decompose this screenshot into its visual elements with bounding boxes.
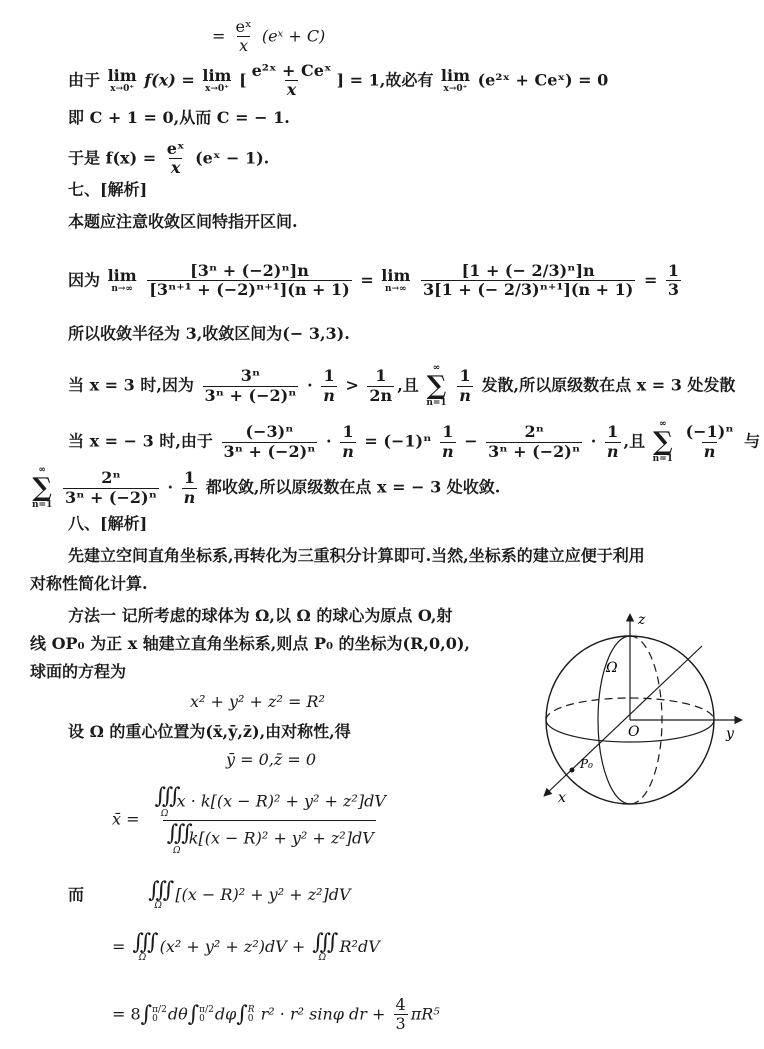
line-10: ∞ ∑ n=1 $\frac{\text{2ⁿ}}{\text{3ⁿ + (−2)ⁿ}}$ · $\frac{1}{n}$ 都收敛,所以原级数在点 x = − 3 处收敛. <box>32 465 501 510</box>
x-axis <box>544 646 702 796</box>
sphere-figure <box>510 610 750 810</box>
x-label: x <box>558 790 566 806</box>
line-15: 球面的方程为 <box>30 662 127 681</box>
line-6: 因为 lim n→∞ $\frac{\text{[3ⁿ + (−2)ⁿ]n}}{\text{[3ⁿ⁺¹ + (−2)ⁿ⁺¹](n + 1)}}$ = lim n→∞ $\frac{\text{[1 + (− 2/3)ⁿ]n}}{\text{3[1 + (− 2/3)ⁿ⁺¹](n + 1)}}$ = $\frac{1}{3}$ <box>68 261 680 300</box>
line-18: ȳ = 0,z̄ = 0 <box>226 750 317 769</box>
line-22: = 8∫ π/2 0 dθ∫ π/2 0 dφ∫ R 0 r² · r² sinφ dr + $\frac{4}{3}$ πR⁵ <box>112 995 440 1034</box>
origin-label: O <box>628 724 640 740</box>
y-label: y <box>726 726 734 742</box>
line-17: 设 Ω 的重心位置为(x̄,ȳ,z̄),由对称性,得 <box>68 722 351 741</box>
line-2: 由于 lim x→0⁺ f(x) = lim x→0⁺ [ $\frac{\text{e²ˣ + Ceˣ}}{x}$ ] = 1,故必有 lim x→0⁺ (e²ˣ + Ceˣ) = 0 <box>68 61 609 100</box>
line-13: 方法一 记所考虑的球体为 Ω,以 Ω 的球心为原点 O,射 <box>68 606 453 625</box>
line-19: x̄ = ∭ Ω x · k[(x − R)² + y² + z²]dV ∭ Ω k[(x − R)² + y² + z²]dV <box>112 784 386 856</box>
line-12: 对称性简化计算. <box>30 574 148 593</box>
line-1: = $\frac{\text{eˣ}}{x}$ (eˣ + C) <box>212 17 326 56</box>
omega-label: Ω <box>606 660 618 676</box>
line-14: 线 OP₀ 为正 x 轴建立直角坐标系,则点 P₀ 的坐标为(R,0,0), <box>30 634 470 653</box>
line-5: 本题应注意收敛区间特指开区间. <box>68 212 298 231</box>
line-4: 于是 f(x) = $\frac{\text{eˣ}}{x}$ (eˣ − 1). <box>68 139 270 178</box>
z-label: z <box>638 612 646 628</box>
point-p0 <box>570 768 575 773</box>
line-9: 当 x = − 3 时,由于 $\frac{\text{(−3)ⁿ}}{\text{3ⁿ + (−2)ⁿ}}$ · $\frac{1}{n}$ = (−1)ⁿ $\frac{1}{n}$ − $\frac{\text{2ⁿ}}{\text{3ⁿ + (−2)ⁿ}}$ · $\frac{1}{n}$ ,且 ∞ ∑ n=1 $\frac{\text{(−1)ⁿ}}{n}$ 与 <box>68 419 761 464</box>
line-16: x² + y² + z² = R² <box>190 692 325 711</box>
line-8: 当 x = 3 时,因为 $\frac{\text{3ⁿ}}{\text{3ⁿ + (−2)ⁿ}}$ · $\frac{1}{n}$ > $\frac{1}{2n}$ ,且 ∞ ∑ n=1 $\frac{1}{n}$ 发散,所以原级数在点 x = 3 处发散 <box>68 363 736 408</box>
line-7: 所以收敛半径为 3,收敛区间为(− 3,3). <box>68 324 350 343</box>
section-7-heading: 七、[解析] <box>68 180 148 199</box>
line-11: 先建立空间直角坐标系,再转化为三重积分计算即可.当然,坐标系的建立应便于利用 <box>68 546 645 565</box>
section-8-heading: 八、[解析] <box>68 514 148 533</box>
line-3: 即 C + 1 = 0,从而 C = − 1. <box>68 108 290 127</box>
fraction: $\frac{\text{eˣ}}{x}$ <box>235 17 252 56</box>
p0-label: P₀ <box>580 757 593 771</box>
line-21: = ∭ Ω (x² + y² + z²)dV + ∭ Ω R²dV <box>112 930 380 963</box>
line-20: 而 ∭ Ω [(x − R)² + y² + z²]dV <box>68 878 351 911</box>
